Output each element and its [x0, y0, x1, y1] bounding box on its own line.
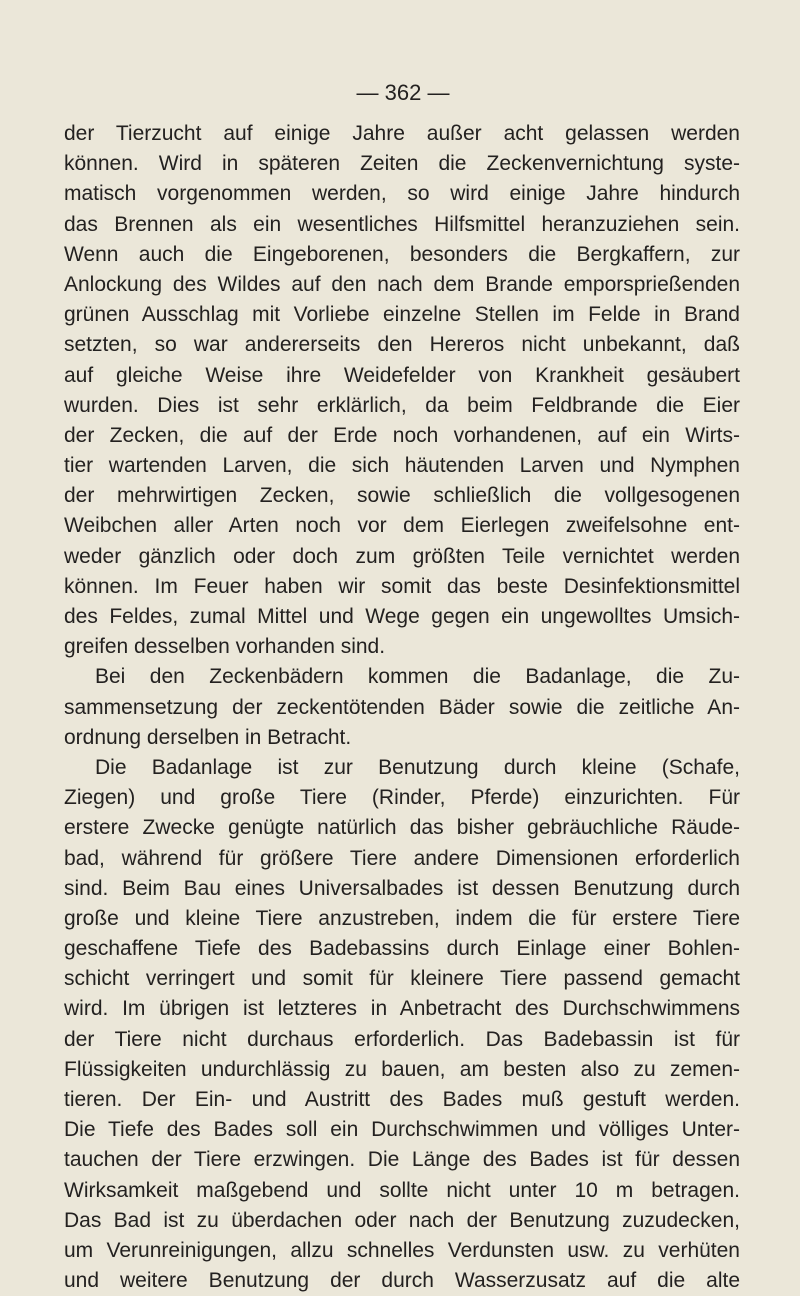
- text-line: Wenn auch die Eingeborenen, besonders die Bergkaffern, zur: [64, 242, 740, 266]
- text-line: große und kleine Tiere anzustreben, indem die für erstere Tiere: [64, 906, 740, 930]
- text-line: der Tierzucht auf einige Jahre außer acht gelassen werden: [64, 122, 740, 145]
- text-line: und weitere Benutzung der durch Wasserzusatz auf die alte: [64, 1269, 740, 1293]
- text-line: setzten, so war andererseits den Hereros nicht unbekannt, daß: [64, 333, 740, 357]
- text-line: wurden. Dies ist sehr erklärlich, da beim Feldbrande die Eier: [64, 393, 740, 417]
- text-line: um Verunreinigungen, allzu schnelles Verdunsten usw. zu verhüten: [64, 1238, 740, 1262]
- text-line: tier wartenden Larven, die sich häutenden Larven und Nymphen: [64, 454, 740, 478]
- text-line: Die Tiefe des Bades soll ein Durchschwimmen und völliges Unter-: [64, 1118, 740, 1142]
- text-line: tieren. Der Ein- und Austritt des Bades muß gestuft werden.: [64, 1088, 740, 1111]
- body-text: [64, 119, 740, 1296]
- text-line: matisch vorgenommen werden, so wird einige Jahre hindurch: [64, 182, 740, 206]
- text-line: können. Im Feuer haben wir somit das beste Desinfektionsmittel: [64, 574, 740, 598]
- page-number: — 362 —: [356, 80, 450, 105]
- text-line: der mehrwirtigen Zecken, sowie schließlich die vollgesogenen: [64, 484, 740, 508]
- text-line: Ziegen) und große Tiere (Rinder, Pferde) einzurichten. Für: [64, 786, 740, 810]
- text-line: ordnung derselben in Betracht.: [64, 725, 352, 749]
- text-line: das Brennen als ein wesentliches Hilfsmittel heranzuziehen sein.: [64, 212, 740, 236]
- text-line: Weibchen aller Arten noch vor dem Eierlegen zweifelsohne ent-: [64, 514, 740, 538]
- text-line: erstere Zwecke genügte natürlich das bisher gebräuchliche Räude-: [64, 816, 740, 840]
- text-line: auf gleiche Weise ihre Weidefelder von Krankheit gesäubert: [64, 363, 740, 387]
- text-line: sind. Beim Bau eines Universalbades ist dessen Benutzung durch: [64, 876, 740, 900]
- text-line: der Tiere nicht durchaus erforderlich. Das Badebassin ist für: [64, 1027, 740, 1051]
- text-line: sammensetzung der zeckentötenden Bäder sowie die zeitliche An-: [64, 695, 740, 719]
- text-line: wird. Im übrigen ist letzteres in Anbetracht des Durchschwimmens: [64, 997, 740, 1021]
- text-line: weder gänzlich oder doch zum größten Teile vernichtet werden: [64, 544, 740, 568]
- text-line: des Feldes, zumal Mittel und Wege gegen ein ungewolltes Umsich-: [64, 605, 740, 628]
- text-line: Die Badanlage ist zur Benutzung durch kleine (Schafe,: [95, 755, 740, 779]
- text-line: bad, während für größere Tiere andere Dimensionen erforderlich: [64, 846, 740, 870]
- text-line: grünen Ausschlag mit Vorliebe einzelne Stellen im Felde in Brand: [64, 303, 740, 327]
- text-line: greifen desselben vorhanden sind.: [64, 635, 386, 659]
- text-line: tauchen der Tiere erzwingen. Die Länge des Bades ist für dessen: [64, 1148, 740, 1172]
- text-line: Flüssigkeiten undurchlässig zu bauen, am besten also zu zemen-: [64, 1057, 740, 1081]
- text-line: können. Wird in späteren Zeiten die Zeckenvernichtung syste-: [64, 152, 740, 176]
- text-line: der Zecken, die auf der Erde noch vorhandenen, auf ein Wirts-: [64, 423, 740, 447]
- text-line: geschaffene Tiefe des Badebassins durch Einlage einer Bohlen-: [64, 937, 740, 961]
- text-line: Das Bad ist zu überdachen oder nach der Benutzung zuzudecken,: [64, 1208, 740, 1232]
- text-line: Bei den Zeckenbädern kommen die Badanlage, die Zu-: [95, 665, 740, 689]
- text-line: schicht verringert und somit für kleinere Tiere passend gemacht: [64, 967, 740, 991]
- text-line: Anlockung des Wildes auf den nach dem Brande emporsprießenden: [64, 272, 740, 296]
- text-line: Wirksamkeit maßgebend und sollte nicht unter 10 m betragen.: [64, 1178, 740, 1202]
